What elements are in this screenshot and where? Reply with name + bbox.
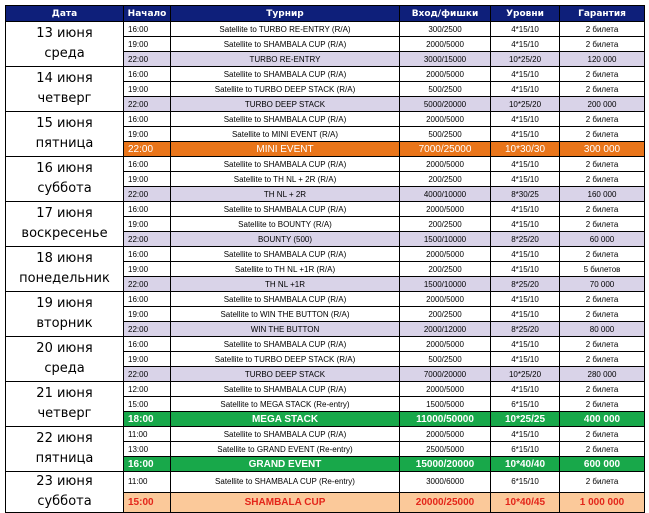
guarantee-cell: 2 билета [560, 337, 645, 352]
start-time-cell: 22:00 [124, 142, 171, 157]
tournament-name-cell: GRAND EVENT [171, 457, 400, 472]
buyin-chips-cell: 2000/5000 [400, 202, 491, 217]
buyin-chips-cell: 11000/50000 [400, 412, 491, 427]
date-day-month: 20 июня [36, 341, 93, 356]
tournament-name-cell: Satellite to TURBO RE-ENTRY (R/A) [171, 22, 400, 37]
start-time-cell: 16:00 [124, 112, 171, 127]
date-weekday: среда [44, 46, 85, 61]
levels-cell: 10*40/45 [491, 492, 560, 513]
guarantee-cell: 2 билета [560, 352, 645, 367]
header-buyin: Вход/фишки [400, 6, 491, 22]
levels-cell: 10*25/20 [491, 52, 560, 67]
start-time-cell: 19:00 [124, 127, 171, 142]
buyin-chips-cell: 4000/10000 [400, 187, 491, 202]
tournament-name-cell: TURBO DEEP STACK [171, 97, 400, 112]
schedule-row [6, 202, 645, 217]
guarantee-cell: 1 000 000 [560, 492, 645, 513]
buyin-chips-cell: 2000/5000 [400, 427, 491, 442]
start-time-cell: 16:00 [124, 22, 171, 37]
schedule-row [6, 67, 645, 82]
tournament-name-cell: MEGA STACK [171, 412, 400, 427]
tournament-name-cell: Satellite to SHAMBALA CUP (R/A) [171, 427, 400, 442]
schedule-row [6, 112, 645, 127]
schedule-row [6, 247, 645, 262]
levels-cell: 10*30/30 [491, 142, 560, 157]
guarantee-cell: 2 билета [560, 442, 645, 457]
tournament-name-cell: Satellite to TURBO DEEP STACK (R/A) [171, 82, 400, 97]
guarantee-cell: 2 билета [560, 67, 645, 82]
guarantee-cell: 2 билета [560, 247, 645, 262]
buyin-chips-cell: 2000/5000 [400, 247, 491, 262]
date-weekday: пятница [35, 451, 94, 466]
tournament-name-cell: Satellite to SHAMBALA CUP (R/A) [171, 382, 400, 397]
date-day-month: 17 июня [36, 206, 93, 221]
tournament-name-cell: MINI EVENT [171, 142, 400, 157]
levels-cell: 4*15/10 [491, 112, 560, 127]
guarantee-cell: 2 билета [560, 127, 645, 142]
start-time-cell: 16:00 [124, 292, 171, 307]
tournament-name-cell: Satellite to GRAND EVENT (Re-entry) [171, 442, 400, 457]
tournament-name-cell: Satellite to MEGA STACK (Re-entry) [171, 397, 400, 412]
date-weekday: пятница [35, 136, 94, 151]
start-time-cell: 22:00 [124, 277, 171, 292]
buyin-chips-cell: 7000/25000 [400, 142, 491, 157]
guarantee-cell: 2 билета [560, 427, 645, 442]
guarantee-cell: 60 000 [560, 232, 645, 247]
guarantee-cell: 80 000 [560, 322, 645, 337]
date-day-month: 19 июня [36, 296, 93, 311]
header-start: Начало [124, 6, 171, 22]
start-time-cell: 22:00 [124, 187, 171, 202]
date-weekday: вторник [36, 316, 93, 331]
start-time-cell: 12:00 [124, 382, 171, 397]
tournament-name-cell: SHAMBALA CUP [171, 492, 400, 513]
start-time-cell: 19:00 [124, 307, 171, 322]
levels-cell: 10*25/20 [491, 367, 560, 382]
guarantee-cell: 2 билета [560, 202, 645, 217]
guarantee-cell: 2 билета [560, 382, 645, 397]
levels-cell: 6*15/10 [491, 472, 560, 493]
guarantee-cell: 2 билета [560, 172, 645, 187]
levels-cell: 4*15/10 [491, 307, 560, 322]
levels-cell: 4*15/10 [491, 172, 560, 187]
header-row [6, 6, 645, 22]
tournament-name-cell: BOUNTY (500) [171, 232, 400, 247]
buyin-chips-cell: 200/2500 [400, 172, 491, 187]
levels-cell: 8*25/20 [491, 322, 560, 337]
guarantee-cell: 400 000 [560, 412, 645, 427]
levels-cell: 4*15/10 [491, 82, 560, 97]
date-day-month: 23 июня [36, 474, 93, 489]
guarantee-cell: 2 билета [560, 37, 645, 52]
header-tournament: Турнир [171, 6, 400, 22]
date-day-month: 16 июня [36, 161, 93, 176]
buyin-chips-cell: 2000/12000 [400, 322, 491, 337]
tournament-name-cell: TH NL +1R [171, 277, 400, 292]
buyin-chips-cell: 2500/5000 [400, 442, 491, 457]
start-time-cell: 11:00 [124, 472, 171, 493]
start-time-cell: 19:00 [124, 352, 171, 367]
start-time-cell: 22:00 [124, 52, 171, 67]
buyin-chips-cell: 200/2500 [400, 217, 491, 232]
date-day-month: 21 июня [36, 386, 93, 401]
levels-cell: 4*15/10 [491, 22, 560, 37]
buyin-chips-cell: 500/2500 [400, 352, 491, 367]
levels-cell: 10*25/25 [491, 412, 560, 427]
buyin-chips-cell: 2000/5000 [400, 337, 491, 352]
tournament-name-cell: Satellite to BOUNTY (R/A) [171, 217, 400, 232]
start-time-cell: 19:00 [124, 217, 171, 232]
levels-cell: 8*25/20 [491, 232, 560, 247]
buyin-chips-cell: 2000/5000 [400, 292, 491, 307]
buyin-chips-cell: 300/2500 [400, 22, 491, 37]
tournament-name-cell: Satellite to WIN THE BUTTON (R/A) [171, 307, 400, 322]
buyin-chips-cell: 2000/5000 [400, 382, 491, 397]
date-cell [6, 382, 124, 427]
guarantee-cell: 2 билета [560, 157, 645, 172]
buyin-chips-cell: 3000/6000 [400, 472, 491, 493]
buyin-chips-cell: 200/2500 [400, 307, 491, 322]
guarantee-cell: 70 000 [560, 277, 645, 292]
tournament-name-cell: Satellite to SHAMBALA CUP (Re-entry) [171, 472, 400, 493]
start-time-cell: 16:00 [124, 157, 171, 172]
guarantee-cell: 2 билета [560, 112, 645, 127]
levels-cell: 10*25/20 [491, 97, 560, 112]
start-time-cell: 22:00 [124, 97, 171, 112]
start-time-cell: 16:00 [124, 202, 171, 217]
guarantee-cell: 280 000 [560, 367, 645, 382]
start-time-cell: 16:00 [124, 247, 171, 262]
date-cell [6, 67, 124, 112]
buyin-chips-cell: 2000/5000 [400, 37, 491, 52]
date-weekday: четверг [37, 91, 92, 106]
tournament-name-cell: Satellite to SHAMBALA CUP (R/A) [171, 337, 400, 352]
guarantee-cell: 2 билета [560, 217, 645, 232]
date-weekday: четверг [37, 406, 92, 421]
buyin-chips-cell: 1500/10000 [400, 277, 491, 292]
guarantee-cell: 160 000 [560, 187, 645, 202]
date-cell [6, 22, 124, 67]
guarantee-cell: 2 билета [560, 472, 645, 493]
schedule-wrapper [5, 5, 645, 513]
levels-cell: 4*15/10 [491, 217, 560, 232]
buyin-chips-cell: 15000/20000 [400, 457, 491, 472]
date-cell [6, 337, 124, 382]
date-day-month: 22 июня [36, 431, 93, 446]
levels-cell: 4*15/10 [491, 67, 560, 82]
tournament-schedule-table [5, 5, 645, 513]
start-time-cell: 19:00 [124, 37, 171, 52]
schedule-row [6, 22, 645, 37]
start-time-cell: 19:00 [124, 262, 171, 277]
levels-cell: 8*25/20 [491, 277, 560, 292]
schedule-row [6, 382, 645, 397]
start-time-cell: 22:00 [124, 367, 171, 382]
date-weekday: суббота [37, 181, 92, 196]
start-time-cell: 15:00 [124, 492, 171, 513]
date-day-month: 18 июня [36, 251, 93, 266]
start-time-cell: 11:00 [124, 427, 171, 442]
tournament-name-cell: Satellite to TH NL +1R (R/A) [171, 262, 400, 277]
levels-cell: 4*15/10 [491, 382, 560, 397]
start-time-cell: 19:00 [124, 172, 171, 187]
levels-cell: 4*15/10 [491, 247, 560, 262]
start-time-cell: 16:00 [124, 457, 171, 472]
schedule-row [6, 472, 645, 493]
levels-cell: 6*15/10 [491, 442, 560, 457]
guarantee-cell: 2 билета [560, 82, 645, 97]
start-time-cell: 19:00 [124, 82, 171, 97]
schedule-row [6, 157, 645, 172]
tournament-name-cell: Satellite to SHAMBALA CUP (R/A) [171, 67, 400, 82]
date-day-month: 14 июня [36, 71, 93, 86]
buyin-chips-cell: 1500/10000 [400, 232, 491, 247]
start-time-cell: 13:00 [124, 442, 171, 457]
tournament-name-cell: Satellite to TURBO DEEP STACK (R/A) [171, 352, 400, 367]
guarantee-cell: 300 000 [560, 142, 645, 157]
levels-cell: 4*15/10 [491, 202, 560, 217]
date-cell [6, 472, 124, 513]
header-levels: Уровни [491, 6, 560, 22]
tournament-name-cell: Satellite to SHAMBALA CUP (R/A) [171, 37, 400, 52]
date-weekday: воскресенье [21, 226, 108, 241]
header-date: Дата [6, 6, 124, 22]
tournament-name-cell: Satellite to MINI EVENT (R/A) [171, 127, 400, 142]
guarantee-cell: 2 билета [560, 307, 645, 322]
tournament-name-cell: Satellite to SHAMBALA CUP (R/A) [171, 202, 400, 217]
schedule-row [6, 292, 645, 307]
guarantee-cell: 200 000 [560, 97, 645, 112]
header-guarantee: Гарантия [560, 6, 645, 22]
date-weekday: суббота [37, 494, 92, 509]
guarantee-cell: 120 000 [560, 52, 645, 67]
buyin-chips-cell: 2000/5000 [400, 112, 491, 127]
date-cell [6, 202, 124, 247]
start-time-cell: 16:00 [124, 67, 171, 82]
levels-cell: 4*15/10 [491, 337, 560, 352]
buyin-chips-cell: 2000/5000 [400, 67, 491, 82]
date-cell [6, 112, 124, 157]
levels-cell: 4*15/10 [491, 127, 560, 142]
schedule-row [6, 427, 645, 442]
buyin-chips-cell: 7000/20000 [400, 367, 491, 382]
guarantee-cell: 600 000 [560, 457, 645, 472]
start-time-cell: 22:00 [124, 232, 171, 247]
buyin-chips-cell: 2000/5000 [400, 157, 491, 172]
start-time-cell: 18:00 [124, 412, 171, 427]
levels-cell: 8*30/25 [491, 187, 560, 202]
date-weekday: среда [44, 361, 85, 376]
levels-cell: 4*15/10 [491, 427, 560, 442]
levels-cell: 4*15/10 [491, 292, 560, 307]
date-cell [6, 247, 124, 292]
date-cell [6, 427, 124, 472]
buyin-chips-cell: 5000/20000 [400, 97, 491, 112]
tournament-name-cell: TH NL + 2R [171, 187, 400, 202]
start-time-cell: 22:00 [124, 322, 171, 337]
tournament-name-cell: Satellite to SHAMBALA CUP (R/A) [171, 292, 400, 307]
levels-cell: 4*15/10 [491, 352, 560, 367]
date-cell [6, 292, 124, 337]
guarantee-cell: 2 билета [560, 397, 645, 412]
schedule-body [6, 22, 645, 513]
date-day-month: 13 июня [36, 26, 93, 41]
guarantee-cell: 2 билета [560, 292, 645, 307]
buyin-chips-cell: 3000/15000 [400, 52, 491, 67]
levels-cell: 10*40/40 [491, 457, 560, 472]
guarantee-cell: 5 билетов [560, 262, 645, 277]
date-weekday: понедельник [19, 271, 110, 286]
levels-cell: 4*15/10 [491, 262, 560, 277]
levels-cell: 4*15/10 [491, 157, 560, 172]
guarantee-cell: 2 билета [560, 22, 645, 37]
buyin-chips-cell: 500/2500 [400, 82, 491, 97]
tournament-name-cell: Satellite to TH NL + 2R (R/A) [171, 172, 400, 187]
buyin-chips-cell: 1500/5000 [400, 397, 491, 412]
buyin-chips-cell: 500/2500 [400, 127, 491, 142]
date-day-month: 15 июня [36, 116, 93, 131]
date-cell [6, 157, 124, 202]
tournament-name-cell: Satellite to SHAMBALA CUP (R/A) [171, 247, 400, 262]
levels-cell: 4*15/10 [491, 37, 560, 52]
buyin-chips-cell: 20000/25000 [400, 492, 491, 513]
tournament-name-cell: Satellite to SHAMBALA CUP (R/A) [171, 157, 400, 172]
tournament-name-cell: TURBO RE-ENTRY [171, 52, 400, 67]
tournament-name-cell: Satellite to SHAMBALA CUP (R/A) [171, 112, 400, 127]
tournament-name-cell: WIN THE BUTTON [171, 322, 400, 337]
levels-cell: 6*15/10 [491, 397, 560, 412]
schedule-row [6, 337, 645, 352]
buyin-chips-cell: 200/2500 [400, 262, 491, 277]
start-time-cell: 16:00 [124, 337, 171, 352]
start-time-cell: 15:00 [124, 397, 171, 412]
tournament-name-cell: TURBO DEEP STACK [171, 367, 400, 382]
